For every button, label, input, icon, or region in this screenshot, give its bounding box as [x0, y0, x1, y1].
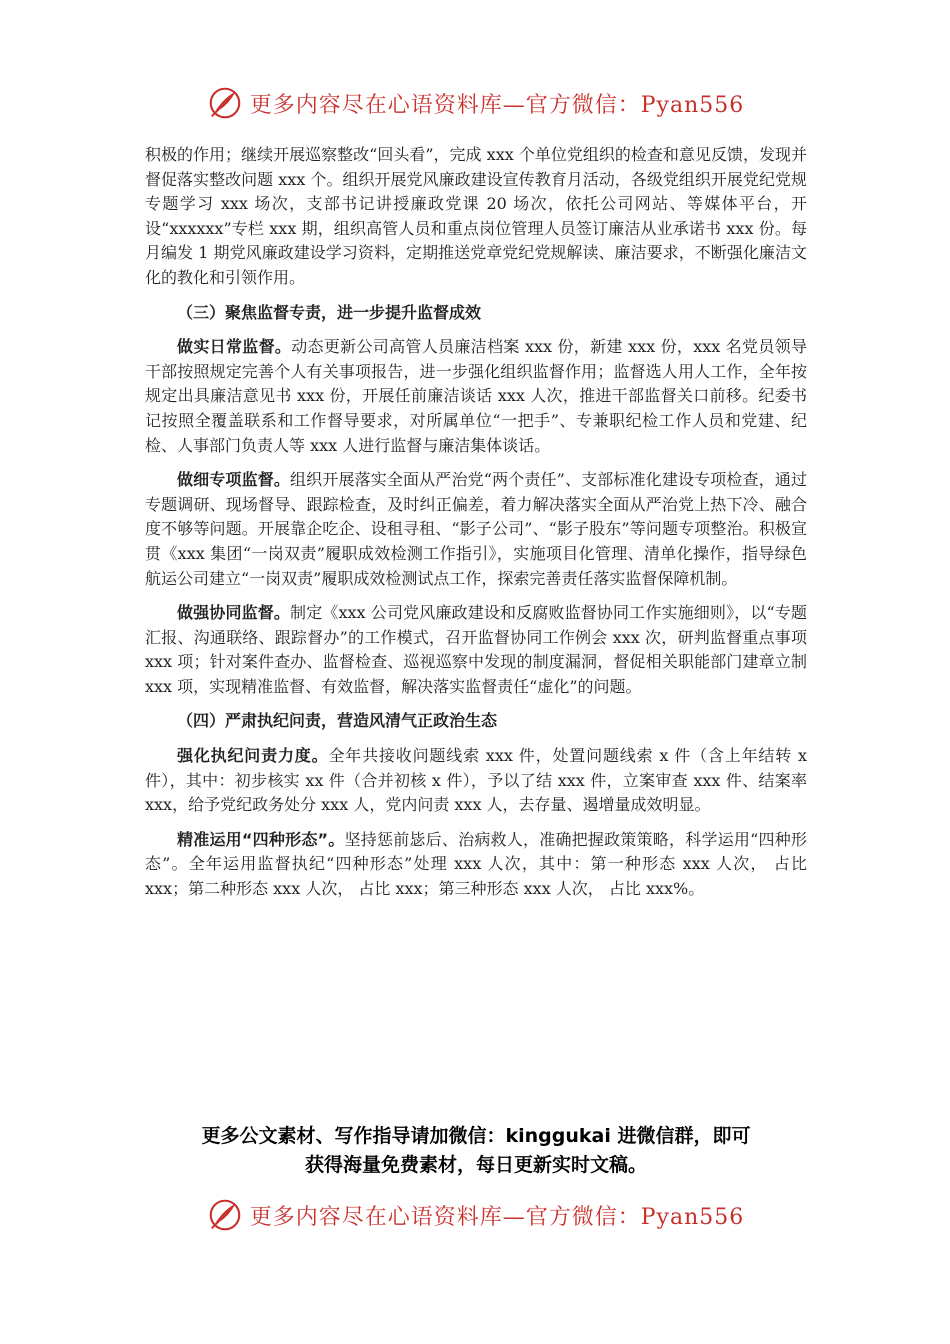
promo-notice: [140, 1122, 812, 1180]
section-heading-3: （三）聚焦监督专责，进一步提升监督成效: [177, 302, 482, 322]
section-heading-4: （四）严肃执纪问责，营造风清气正政治生态: [177, 711, 498, 731]
paragraph-four-forms: [145, 828, 807, 902]
paragraph-daily-supervision: [145, 335, 807, 458]
red-quill-emblem-icon: [206, 1196, 244, 1234]
header-watermark-text: 更多内容尽在心语资料库—官方微信：Pyan556: [249, 92, 745, 118]
paragraph-collaborative-supervision: [145, 601, 807, 699]
paragraph-lead: 做强协同监督。: [177, 603, 291, 623]
paragraph-accountability: [145, 744, 807, 818]
promo-line-2: 获得海量免费素材，每日更新实时文稿。: [304, 1154, 647, 1176]
paragraph-text: 组织开展落实全面从严治党“两个责任”、支部标准化建设专项检查，通过专题调研、现场督导、跟踪检查，及时纠正偏差，着力解决落实全面从严治党上热下冷、融合度不够等问题。开展靠企吃企、设租寻租、“影子公司”、“影子股东”等问题专项整治。积极宣贯《xxx 集团“一岗双责”履职成效检测工作指引》，实施项目化管理、清单化操作，指导绿色航运公司建立“一岗双责”履职成效检测试点工作，探索完善责任落实监督保障机制。: [145, 470, 807, 588]
paragraph-lead: 精准运用“四种形态”。: [177, 829, 345, 849]
paragraph-text: 坚持惩前毖后、治病救人，准确把握政策策略，科学运用“四种形态”。全年运用监督执纪“四种形态”处理 xxx 人次，其中：第一种形态 xxx 人次， 占比 xxx；第二种形态 xxx 人次， 占比 xxx；第三种形态 xxx 人次， 占比 xxx%。: [145, 829, 807, 899]
paragraph-continuation: 积极的作用；继续开展巡察整改“回头看”，完成 xxx 个单位党组织的检查和意见反馈，发现并督促落实整改问题 xxx 个。组织开展党风廉政建设宣传教育月活动，各级党组织开展党纪党规专题学习 xxx 场次，支部书记讲授廉政党课 20 场次，依托公司网站、等媒体平台，开设“xxxxxx”专栏 xxx 期，组织高管人员和重点岗位管理人员签订廉洁从业承诺书 xxx 份。每月编发 1 期党风廉政建设学习资料，定期推送党章党纪党规解读、廉洁要求，不断强化廉洁文化的教化和引领作用。: [145, 145, 807, 287]
footer-watermark-text: 更多内容尽在心语资料库—官方微信：Pyan556: [249, 1204, 745, 1230]
promo-line-1: 更多公文素材、写作指导请加微信：kinggukai 进微信群，即可: [201, 1125, 751, 1147]
red-quill-emblem-icon: [206, 84, 244, 122]
paragraph-lead: 做细专项监督。: [177, 470, 291, 490]
paragraph-text: 全年共接收问题线索 xxx 件，处置问题线索 x 件（含上年结转 x 件），其中：初步核实 xx 件（合并初核 x 件），予以了结 xxx 件，立案审查 xxx 件、结案率 xxx，给予党纪政务处分 xxx 人，党内问责 xxx 人，去存量、遏增量成效明显。: [145, 746, 807, 815]
footer-watermark-banner: [0, 1190, 950, 1240]
paragraph-text: 制定《xxx 公司党风廉政建设和反腐败监督协同工作实施细则》，以“专题汇报、沟通联络、跟踪督办”的工作模式，召开监督协同工作例会 xxx 次，研判监督重点事项 xxx 项；针对案件查办、监督检查、巡视巡察中发现的制度漏洞，督促相关职能部门建章立制 xxx 项，实现精准监督、有效监督，解决落实监督责任“虚化”的问题。: [145, 603, 807, 696]
paragraph-lead: 强化执纪问责力度。: [177, 746, 329, 766]
header-watermark-banner: [0, 78, 950, 128]
paragraph-special-supervision: [145, 468, 807, 591]
paragraph-text: 动态更新公司高管人员廉洁档案 xxx 份，新建 xxx 份，xxx 名党员领导干部按照规定完善个人有关事项报告，进一步强化组织监督作用；监督选人用人工作，全年按规定出具廉洁意见书 xxx 份，开展任前廉洁谈话 xxx 人次，推进干部监督关口前移。纪委书记按照全覆盖联系和工作督导要求，对所属单位“一把手”、专兼职纪检工作人员和党建、纪检、人事部门负责人等 xxx 人进行监督与廉洁集体谈话。: [145, 337, 807, 455]
document-body: [145, 143, 807, 902]
paragraph-lead: 做实日常监督。: [177, 337, 292, 357]
